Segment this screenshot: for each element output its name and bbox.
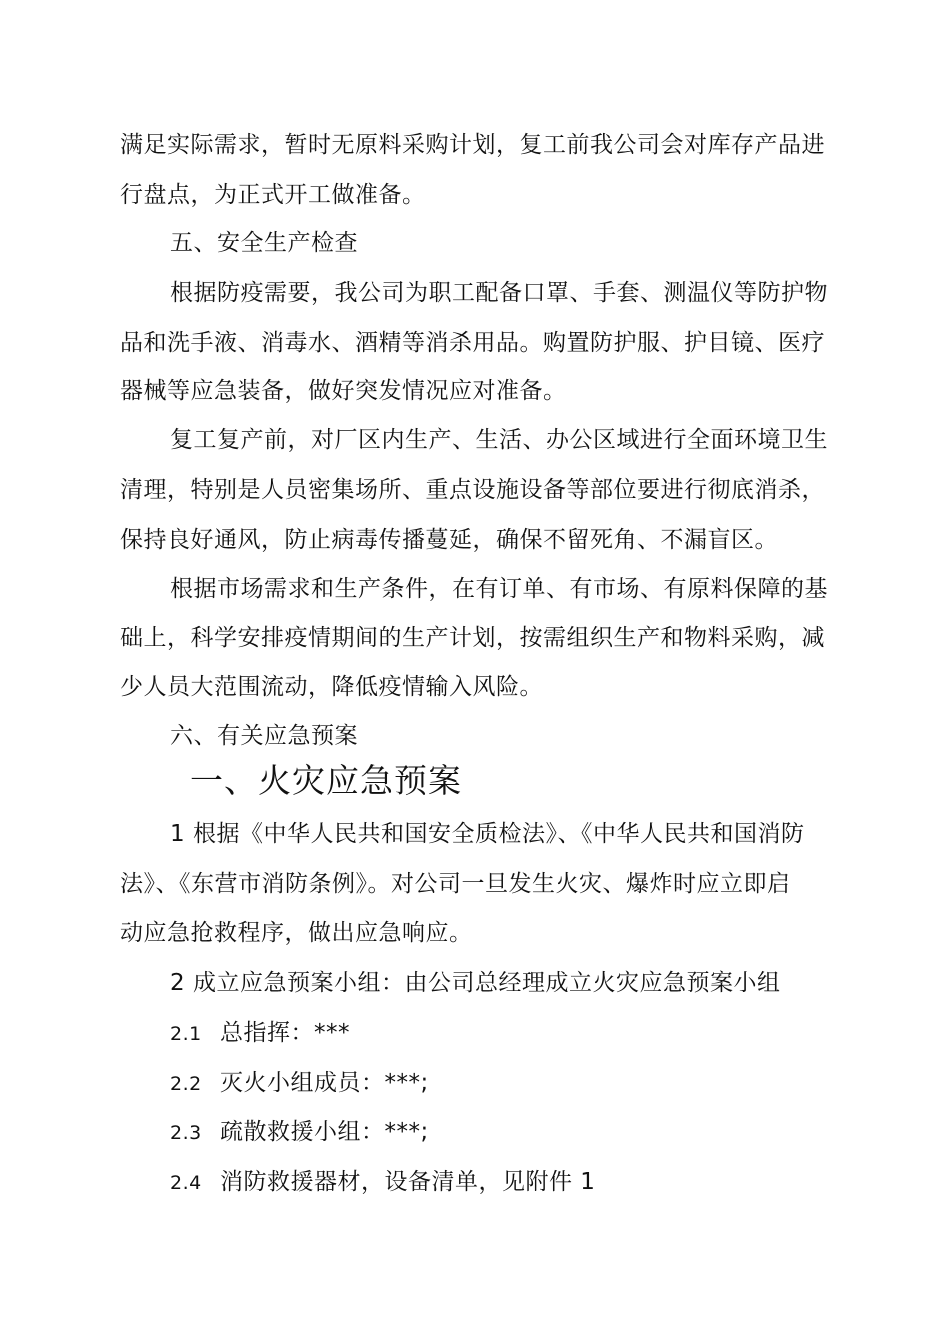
paragraph-line: 行盘点，为正式开工做准备。 <box>120 182 426 208</box>
paragraph-line: 少人员大范围流动，降低疫情输入风险。 <box>120 674 543 700</box>
paragraph-line: 根据防疫需要，我公司为职工配备口罩、手套、测温仪等防护物 <box>170 280 828 306</box>
sub-item-number: 2.1 <box>170 1023 202 1045</box>
section-5-title: 五、安全生产检查 <box>170 230 358 256</box>
sub-item-text: 疏散救援小组：***; <box>220 1119 429 1145</box>
paragraph-line: 法》、《东营市消防条例》。对公司一旦发生火灾、爆炸时应立即启 <box>120 871 791 897</box>
item-2: 2 成立应急预案小组：由公司总经理成立火灾应急预案小组 <box>170 970 781 996</box>
sub-item-text: 灭火小组成员：***; <box>220 1070 429 1096</box>
sub-item <box>170 1018 350 1049</box>
paragraph-line: 品和洗手液、消毒水、酒精等消杀用品。购置防护服、护目镜、医疗 <box>120 330 825 356</box>
sub-item <box>170 1068 429 1099</box>
sub-item <box>170 1117 429 1148</box>
paragraph-line: 满足实际需求，暂时无原料采购计划，复工前我公司会对库存产品进 <box>120 132 825 158</box>
sub-item-text: 总指挥：*** <box>220 1020 350 1046</box>
paragraph-line: 动应急抢救程序，做出应急响应。 <box>120 920 473 946</box>
paragraph-line: 1 根据《中华人民共和国安全质检法》、《中华人民共和国消防 <box>170 821 805 847</box>
paragraph-line: 复工复产前，对厂区内生产、生活、办公区域进行全面环境卫生 <box>170 427 828 453</box>
main-heading: 一、火灾应急预案 <box>190 761 462 800</box>
sub-item <box>170 1167 595 1198</box>
sub-item-text: 消防救援器材，设备清单，见附件 1 <box>220 1169 596 1195</box>
sub-item-number: 2.4 <box>170 1172 202 1194</box>
sub-item-number: 2.2 <box>170 1073 202 1095</box>
paragraph-line: 器械等应急装备，做好突发情况应对准备。 <box>120 378 567 404</box>
paragraph-line: 根据市场需求和生产条件，在有订单、有市场、有原料保障的基 <box>170 576 828 602</box>
paragraph-line: 保持良好通风，防止病毒传播蔓延，确保不留死角、不漏盲区。 <box>120 527 778 553</box>
sub-item-number: 2.3 <box>170 1122 202 1144</box>
paragraph-line: 清理，特别是人员密集场所、重点设施设备等部位要进行彻底消杀， <box>120 477 825 503</box>
section-6-title: 六、有关应急预案 <box>170 723 358 749</box>
paragraph-line: 础上，科学安排疫情期间的生产计划，按需组织生产和物料采购，减 <box>120 625 825 651</box>
